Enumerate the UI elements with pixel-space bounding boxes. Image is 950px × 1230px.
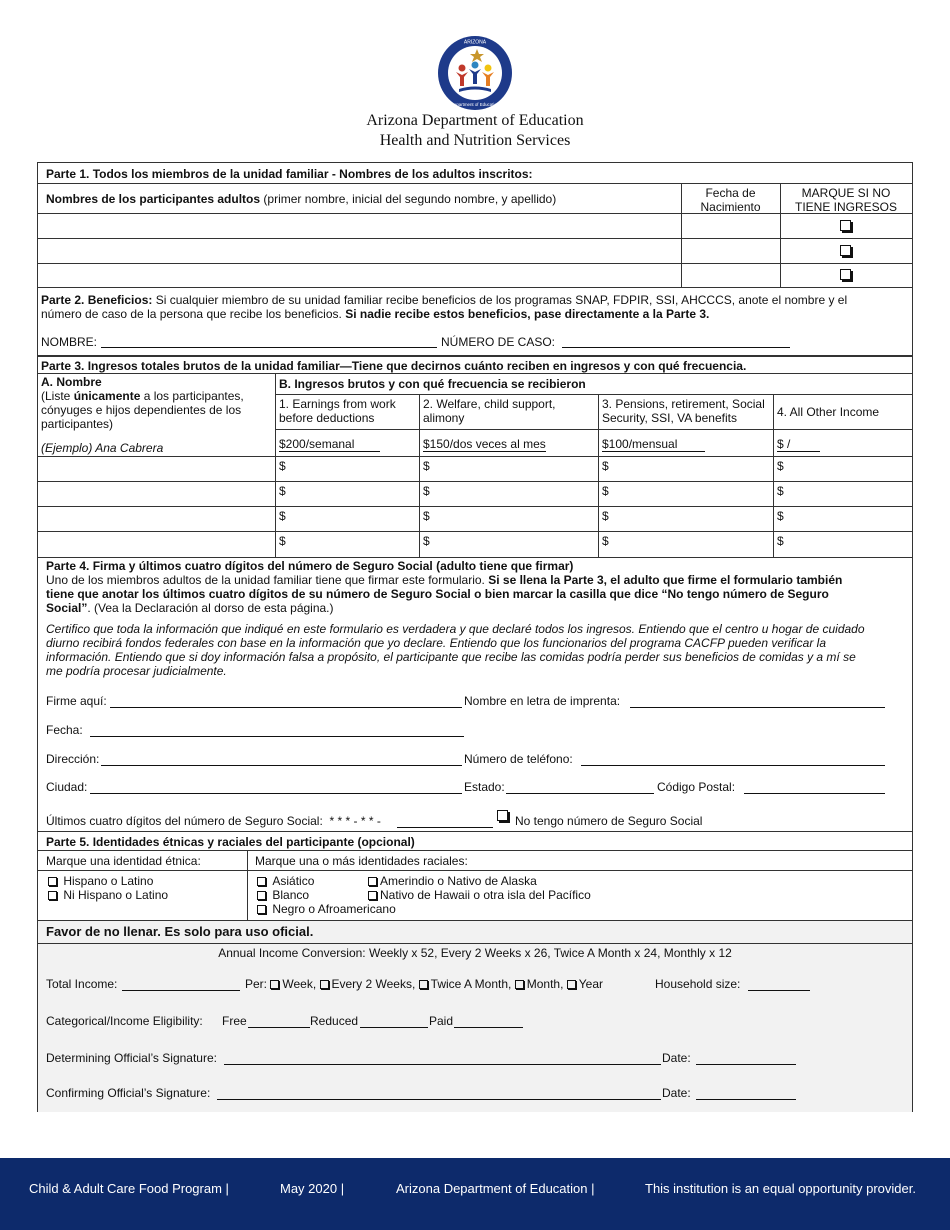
free-label: Free xyxy=(222,1014,247,1028)
checkbox-icon[interactable] xyxy=(257,905,266,914)
part1-col-names: Nombres de los participantes adultos (primer nombre, inicial del segundo nombre, y apellido) xyxy=(46,192,557,206)
checkbox-icon[interactable] xyxy=(567,980,576,989)
nombre-imprenta-label: Nombre en letra de imprenta: xyxy=(464,694,621,708)
part3-dollar[interactable]: $ xyxy=(602,459,609,473)
part2-text: Parte 2. Beneficios: Si cualquier miembro de su unidad familiar recibe beneficios de los programas SNAP, FDPIR, SSI, AHCCCS, anote el nombre y el número de caso de la persona que recibe los beneficios. Si nadie recibe estos beneficios, pase directamente a la Parte 3. xyxy=(41,293,848,321)
part1-row[interactable] xyxy=(38,264,912,288)
part3-a-desc: (Liste únicamente a los participantes, cónyuges e hijos dependientes de los participantes) xyxy=(41,389,244,431)
part4-title: Parte 4. Firma y últimos cuatro dígitos del número de Seguro Social (adulto tiene que firmar) xyxy=(46,559,574,573)
telefono-label: Número de teléfono: xyxy=(464,752,573,766)
part3-col1: 1. Earnings from work before deductions xyxy=(279,397,396,425)
part3-b-title: B. Ingresos brutos y con qué frecuencia se recibieron xyxy=(279,377,586,391)
ssn-label: Últimos cuatro dígitos del número de Seguro Social: * * * - * * - xyxy=(46,814,381,828)
part3-dollar[interactable]: $ xyxy=(777,484,784,498)
part3-dollar[interactable]: $ xyxy=(279,484,286,498)
eligibility-label: Categorical/Income Eligibility: xyxy=(46,1014,203,1028)
checkbox-icon[interactable] xyxy=(515,980,524,989)
part3-dollar[interactable]: $ xyxy=(279,509,286,523)
part3-dollar[interactable]: $ xyxy=(423,534,430,548)
part3-col3: 3. Pensions, retirement, Social Security, SSI, VA benefits xyxy=(602,397,765,425)
confirming-date-label: Date: xyxy=(662,1086,691,1100)
part3-example-value: $ / xyxy=(777,437,820,451)
determining-label: Determining Official’s Signature: xyxy=(46,1051,217,1065)
header-dept: Arizona Department of Education xyxy=(366,112,584,129)
part4-certification: Certifico que toda la información que indiqué en este formulario es verdadera y que declaré todos los ingresos. Entiendo que el centro u hogar de cuidado diurno recibirá fondos federales con base en la información que yo declare. Entiendo que los funcionarios del programa CACFP pueden verificar la información. Entiendo que si doy información falsa a propósito, el participante que recibe las comidas podría perder sus beneficios de comidas y a mí se me podría procesar judicialmente. xyxy=(46,622,865,678)
part3-dollar[interactable]: $ xyxy=(602,509,609,523)
ethnic-option-non-hispanic[interactable]: Ni Hispano o Latino xyxy=(48,888,168,902)
footer-bar xyxy=(0,1158,950,1230)
part2-nombre-field[interactable] xyxy=(101,347,437,348)
state-field[interactable] xyxy=(506,793,654,794)
racial-label: Marque una o más identidades raciales: xyxy=(255,854,468,868)
no-income-checkbox[interactable] xyxy=(840,269,851,280)
part4-section xyxy=(38,557,912,832)
confirming-label: Confirming Official’s Signature: xyxy=(46,1086,211,1100)
part3-dollar[interactable]: $ xyxy=(423,484,430,498)
paid-field[interactable] xyxy=(454,1027,523,1028)
fecha-label: Fecha: xyxy=(46,723,83,737)
part3-dollar[interactable]: $ xyxy=(423,459,430,473)
firme-label: Firme aquí: xyxy=(46,694,107,708)
racial-option-white[interactable]: Blanco xyxy=(257,888,309,902)
part3-dollar[interactable]: $ xyxy=(279,534,286,548)
determining-date-field[interactable] xyxy=(696,1064,796,1065)
checkbox-icon[interactable] xyxy=(48,891,57,900)
part3-dollar[interactable]: $ xyxy=(602,484,609,498)
part1-row[interactable] xyxy=(38,214,912,239)
total-income-label: Total Income: xyxy=(46,977,118,991)
determining-date-label: Date: xyxy=(662,1051,691,1065)
ethnic-label: Marque una identidad étnica: xyxy=(46,854,201,868)
footer-date: May 2020 | xyxy=(280,1181,345,1196)
racial-option-pacific-islander[interactable]: Nativo de Hawaii o otra isla del Pacífico xyxy=(368,888,591,902)
annual-conversion: Annual Income Conversion: Weekly x 52, Every 2 Weeks x 26, Twice A Month x 24, Monthly x 12 xyxy=(218,946,732,960)
part5-title-row xyxy=(38,832,912,851)
footer-dept: Arizona Department of Education | xyxy=(396,1181,595,1196)
footer-program: Child & Adult Care Food Program | xyxy=(29,1181,229,1196)
part3-col4: 4. All Other Income xyxy=(777,405,880,419)
income-frequency: Per: Week, Every 2 Weeks, Twice A Month, Month, Year xyxy=(245,977,603,991)
checkbox-icon[interactable] xyxy=(270,980,279,989)
part3-example-value: $100/mensual xyxy=(602,437,705,451)
reduced-label: Reduced xyxy=(310,1014,359,1028)
official-use-section xyxy=(38,920,912,1112)
checkbox-icon[interactable] xyxy=(257,877,266,886)
reduced-field[interactable] xyxy=(360,1027,428,1028)
city-field[interactable] xyxy=(90,793,462,794)
part5-options xyxy=(38,871,912,920)
part3-dollar[interactable]: $ xyxy=(423,509,430,523)
racial-option-asian[interactable]: Asiático xyxy=(257,874,314,888)
part2-caso-label: NÚMERO DE CASO: xyxy=(441,335,556,349)
part3-dollar[interactable]: $ xyxy=(777,459,784,473)
ciudad-label: Ciudad: xyxy=(46,780,88,794)
part1-title: Parte 1. Todos los miembros de la unidad familiar - Nombres de los adultos inscritos: xyxy=(46,167,533,181)
part3-dollar[interactable]: $ xyxy=(777,534,784,548)
ethnic-option-hispanic[interactable]: Hispano o Latino xyxy=(48,874,153,888)
ade-logo xyxy=(437,35,513,111)
form-container xyxy=(37,162,913,1112)
signature-field[interactable] xyxy=(110,707,462,708)
checkbox-icon[interactable] xyxy=(257,891,266,900)
household-size-label: Household size: xyxy=(655,977,741,991)
print-name-field[interactable] xyxy=(630,707,885,708)
total-income-field[interactable] xyxy=(122,990,240,991)
part3-example-value: $200/semanal xyxy=(279,437,380,451)
part2-nombre-label: NOMBRE: xyxy=(41,335,98,349)
part3-example-value: $150/dos veces al mes xyxy=(423,437,546,451)
part3-dollar[interactable]: $ xyxy=(777,509,784,523)
part1-title-row xyxy=(38,163,912,184)
checkbox-icon[interactable] xyxy=(419,980,428,989)
part3-dollar[interactable]: $ xyxy=(279,459,286,473)
part3-col2: 2. Welfare, child support, alimony xyxy=(423,397,556,425)
racial-option-native-american[interactable]: Amerindio o Nativo de Alaska xyxy=(368,874,537,888)
part1-row[interactable] xyxy=(38,239,912,264)
part1-header-row xyxy=(38,184,912,214)
determining-signature-field[interactable] xyxy=(224,1064,661,1065)
confirming-signature-field[interactable] xyxy=(217,1099,661,1100)
part3-dollar[interactable]: $ xyxy=(602,534,609,548)
racial-option-black[interactable]: Negro o Afroamericano xyxy=(257,902,396,916)
date-field[interactable] xyxy=(90,736,464,737)
footer-equal-opportunity: This institution is an equal opportunity provider. xyxy=(645,1181,916,1196)
paid-label: Paid xyxy=(429,1014,454,1028)
checkbox-icon[interactable] xyxy=(368,891,377,900)
part1-col-no-income: MARQUE SI NO TIENE INGRESOS xyxy=(794,186,898,214)
estado-label: Estado: xyxy=(464,780,505,794)
no-income-checkbox[interactable] xyxy=(840,220,851,231)
codigo-label: Código Postal: xyxy=(657,780,736,794)
part3-a-title: A. Nombre xyxy=(41,375,102,389)
checkbox-icon[interactable] xyxy=(368,877,377,886)
part2-caso-field[interactable] xyxy=(562,347,790,348)
part5-header-row xyxy=(38,851,912,871)
svg-text:ARIZONA: ARIZONA xyxy=(463,39,487,46)
part4-instructions: Uno de los miembros adultos de la unidad familiar tiene que firmar este formulario. Si se llena la Parte 3, el adulto que firme el formulario también tiene que anotar los últimos cuatro dígitos de su número de Seguro Social o bien marcar la casilla que dice “No tengo número de Seguro Social”. (Vea la Declaración al dorso de esta página.) xyxy=(46,573,843,615)
part3-title: Parte 3. Ingresos totales brutos de la unidad familiar—Tiene que decirnos cuánto reciben en ingresos y con qué frecuencia. xyxy=(41,359,747,373)
part3-title-row xyxy=(38,356,912,374)
official-title: Favor de no llenar. Es solo para uso oficial. xyxy=(46,924,314,939)
no-ssn-label: No tengo número de Seguro Social xyxy=(515,814,703,828)
part2-section xyxy=(38,288,912,356)
svg-text:Department of Education: Department of Education xyxy=(450,102,500,107)
confirming-date-field[interactable] xyxy=(696,1099,796,1100)
part3-example-name: (Ejemplo) Ana Cabrera xyxy=(41,441,164,455)
header-service: Health and Nutrition Services xyxy=(379,132,571,149)
ssn-field[interactable] xyxy=(397,827,493,828)
checkbox-icon[interactable] xyxy=(48,877,57,886)
part3-table xyxy=(38,374,912,557)
no-income-checkbox[interactable] xyxy=(840,245,851,256)
no-ssn-checkbox[interactable] xyxy=(497,810,508,821)
checkbox-icon[interactable] xyxy=(320,980,329,989)
part1-col-dob: Fecha de Nacimiento xyxy=(700,186,761,214)
household-size-field[interactable] xyxy=(748,990,810,991)
part5-title: Parte 5. Identidades étnicas y raciales del participante (opcional) xyxy=(46,835,415,849)
zip-field[interactable] xyxy=(744,793,885,794)
address-field[interactable] xyxy=(101,765,462,766)
free-field[interactable] xyxy=(248,1027,310,1028)
direccion-label: Dirección: xyxy=(46,752,100,766)
phone-field[interactable] xyxy=(581,765,885,766)
